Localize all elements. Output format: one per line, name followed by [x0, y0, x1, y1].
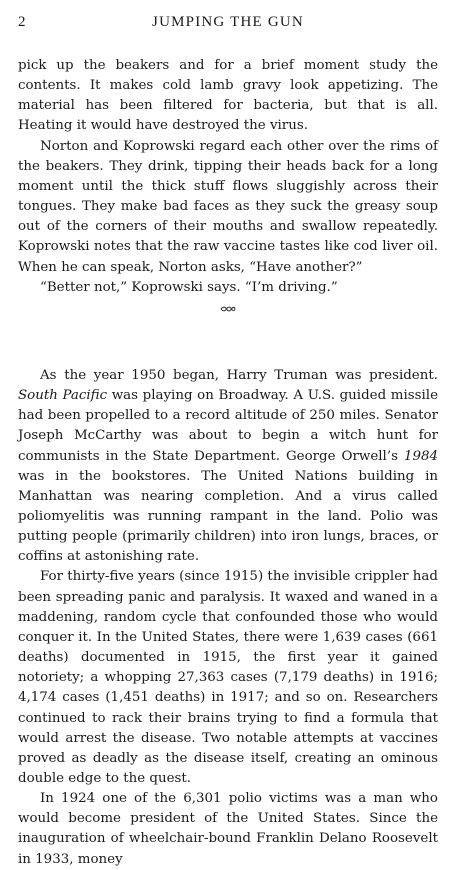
title-south-pacific: South Pacific — [18, 388, 108, 404]
running-head — [18, 12, 438, 36]
title-1984: 1984 — [403, 448, 438, 464]
paragraph-thirty-five-years: For thirty-five years (since 1915) the invisible crippler had been spreading panic and paralysis. It waxed and waned in a maddening, random cycle that confounded those who would conquer it. In the United States, there were 1,639 cases (661 deaths) documented in 1915, the first year it gained notoriety; a whopping 27,363 cases (7,179 deaths) in 1916; 4,174 cases (1,451 deaths) in 1917; and so on. Researchers continued to rack their brains trying to find a formula that would arrest the disease. Two notable attempts at vaccines proved as deadly as the disease itself, creating an ominous double edge to the quest. — [18, 569, 438, 786]
body-text — [18, 56, 438, 870]
section-break — [18, 298, 438, 366]
book-page — [18, 12, 438, 870]
paragraph-1950-part1: As the year 1950 began, Harry Truman was president. — [40, 367, 438, 383]
paragraph-dialogue: “Better not,” Koprowski says. “I’m driving.” — [40, 279, 338, 295]
paragraph-continued: pick up the beakers and for a brief moment study the contents. It makes cold lamb gravy look appetizing. The material has been filtered for bacteria, but that is all. Heating it would have destroyed the virus. — [18, 58, 438, 134]
page-number: 2 — [18, 14, 26, 30]
fleuron-ornament-icon — [220, 306, 236, 312]
paragraph-1950-part2: was playing on Broadway. A U.S. guided missile had been propelled to a record altitude of 250 miles. Senator Joseph McCarthy was about to begin a witch hunt for communists in the State Department. George Orwell’s — [18, 388, 438, 464]
paragraph-beakers: Norton and Koprowski regard each other over the rims of the beakers. They drink, tipping their heads back for a long moment until the thick stuff flows sluggishly across their tongues. They make bad faces as they suck the greasy soup out of the corners of their mouths and swallow repeatedly. Koprowski notes that the raw vaccine tastes like cod liver oil. When he can speak, Norton asks, “Have another?” — [18, 138, 438, 275]
paragraph-1924: In 1924 one of the 6,301 polio victims was a man who would become president of the United States. Since the inauguration of wheelchair-bound Franklin Delano Roosevelt in 1933, money — [18, 791, 438, 867]
paragraph-1950 — [18, 366, 438, 568]
paragraph-1950-part3: was in the bookstores. The United Nations building in Manhattan was nearing completion. And a virus called poliomyelitis was running rampant in the land. Polio was putting people (primarily children) into iron lungs, braces, or coffins at astonishing rate. — [18, 468, 438, 565]
running-title: JUMPING THE GUN — [152, 14, 304, 30]
